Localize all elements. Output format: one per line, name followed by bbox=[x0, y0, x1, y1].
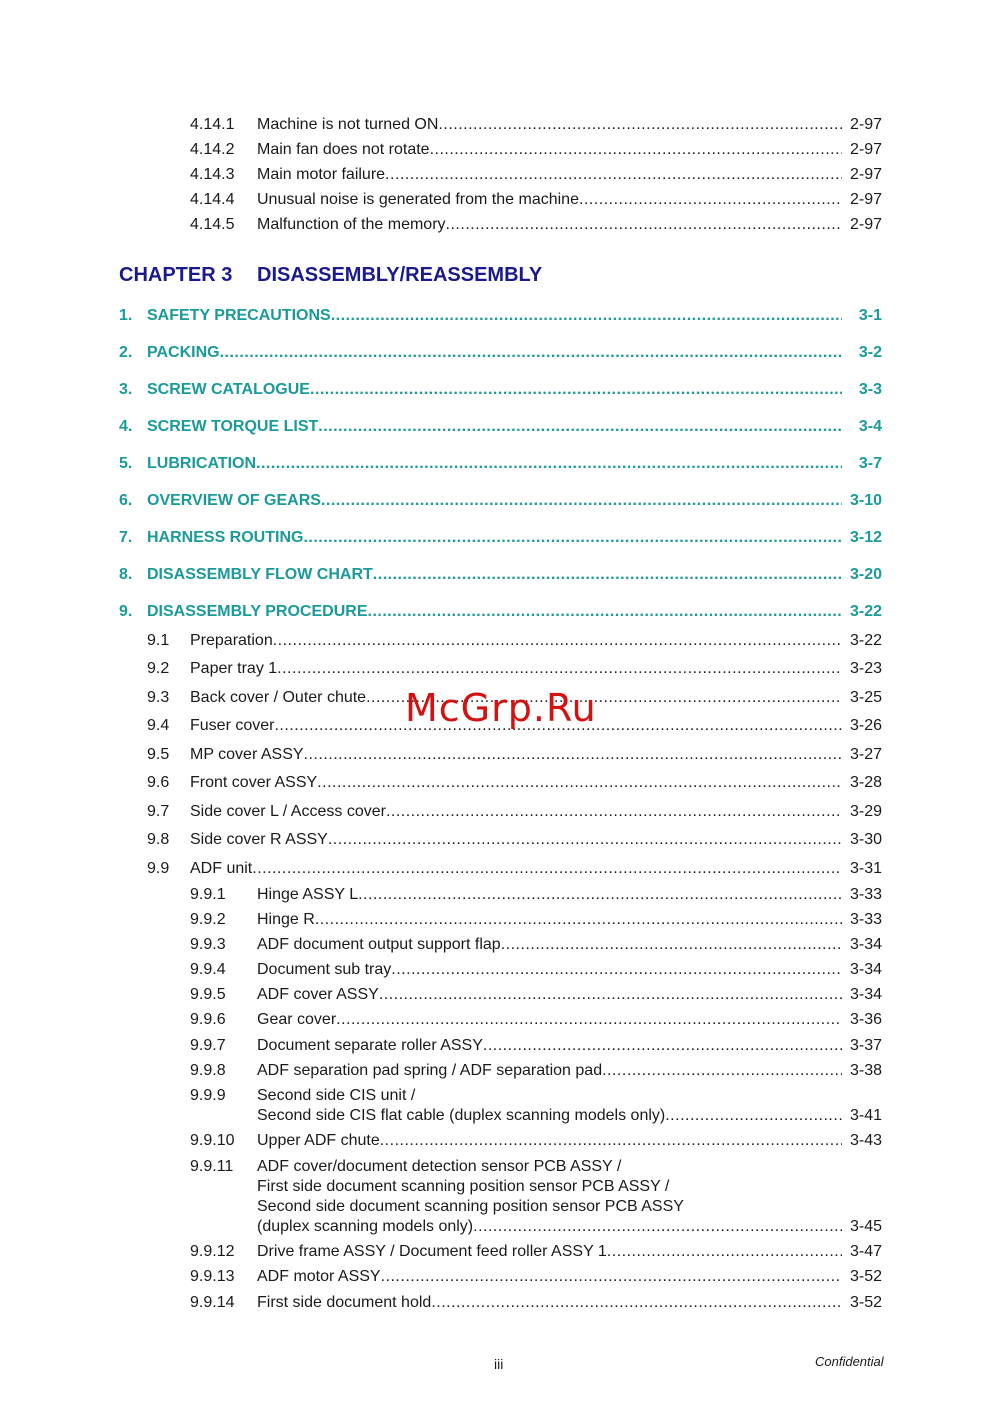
dot-leader bbox=[379, 986, 842, 1004]
section-title: SCREW CATALOGUE bbox=[147, 381, 310, 398]
section-number: 5. bbox=[119, 455, 133, 472]
entry-number: 9.3 bbox=[147, 689, 170, 706]
page-number: iii bbox=[494, 1356, 504, 1372]
entry-page: 3-45 bbox=[849, 1218, 882, 1235]
chapter-title: DISASSEMBLY/REASSEMBLY bbox=[257, 264, 543, 286]
section-number: 8. bbox=[119, 566, 133, 583]
entry-page: 3-30 bbox=[849, 831, 882, 848]
entry-page: 3-22 bbox=[849, 632, 882, 649]
entry-page: 3-38 bbox=[849, 1062, 882, 1079]
toc-entry[interactable] bbox=[190, 1037, 882, 1055]
entry-number: 9.8 bbox=[147, 831, 170, 848]
entry-title: Paper tray 1 bbox=[190, 660, 278, 677]
toc-entry[interactable] bbox=[190, 191, 882, 209]
entry-title: Side cover L / Access cover bbox=[190, 803, 386, 820]
dot-leader bbox=[310, 381, 842, 399]
entry-page: 2-97 bbox=[849, 191, 882, 208]
dot-leader bbox=[473, 1218, 842, 1236]
section-title: DISASSEMBLY PROCEDURE bbox=[147, 603, 368, 620]
section-page: 3-7 bbox=[858, 455, 882, 472]
entry-page: 2-97 bbox=[849, 166, 882, 183]
entry-number: 9.9.10 bbox=[190, 1132, 235, 1149]
toc-entry-multiline[interactable] bbox=[190, 1158, 882, 1242]
entry-title: Document separate roller ASSY bbox=[257, 1037, 483, 1054]
entry-title-line: First side document scanning position sensor PCB ASSY / bbox=[257, 1178, 670, 1195]
section-page: 3-12 bbox=[849, 529, 882, 546]
toc-entry[interactable] bbox=[190, 936, 882, 954]
entry-title: Unusual noise is generated from the machine bbox=[257, 191, 579, 208]
toc-section[interactable] bbox=[119, 566, 882, 584]
entry-page: 3-26 bbox=[849, 717, 882, 734]
entry-page: 2-97 bbox=[849, 216, 882, 233]
entry-title: Back cover / Outer chute bbox=[190, 689, 367, 706]
section-page: 3-1 bbox=[858, 307, 882, 324]
toc-entry[interactable] bbox=[147, 774, 882, 792]
entry-number: 9.9.5 bbox=[190, 986, 226, 1003]
entry-title: Gear cover bbox=[257, 1011, 337, 1028]
toc-section[interactable] bbox=[119, 603, 882, 621]
dot-leader bbox=[317, 774, 842, 792]
entry-title: ADF document output support flap bbox=[257, 936, 501, 953]
entry-title: Main fan does not rotate bbox=[257, 141, 430, 158]
chapter-label: CHAPTER 3 bbox=[119, 264, 233, 286]
section-page: 3-10 bbox=[849, 492, 882, 509]
dot-leader bbox=[483, 1037, 842, 1055]
section-title: DISASSEMBLY FLOW CHART bbox=[147, 566, 373, 583]
section-number: 1. bbox=[119, 307, 133, 324]
entry-page: 2-97 bbox=[849, 116, 882, 133]
entry-page: 3-41 bbox=[849, 1107, 882, 1124]
entry-title: Hinge ASSY L bbox=[257, 886, 359, 903]
entry-page: 3-29 bbox=[849, 803, 882, 820]
entry-page: 2-97 bbox=[849, 141, 882, 158]
dot-leader bbox=[665, 1107, 842, 1125]
entry-title: ADF unit bbox=[190, 860, 253, 877]
entry-title-line: ADF cover/document detection sensor PCB ASSY / bbox=[257, 1158, 622, 1175]
entry-number: 9.9.14 bbox=[190, 1294, 235, 1311]
entry-page: 3-52 bbox=[849, 1268, 882, 1285]
dot-leader bbox=[331, 307, 842, 325]
dot-leader bbox=[373, 566, 842, 584]
section-number: 2. bbox=[119, 344, 133, 361]
entry-title: Upper ADF chute bbox=[257, 1132, 380, 1149]
entry-title-line: (duplex scanning models only) bbox=[257, 1218, 474, 1235]
dot-leader bbox=[315, 911, 842, 929]
dot-leader bbox=[318, 418, 842, 436]
toc-entry[interactable] bbox=[190, 1011, 882, 1029]
section-page: 3-22 bbox=[849, 603, 882, 620]
dot-leader bbox=[252, 860, 842, 878]
dot-leader bbox=[607, 1243, 842, 1261]
entry-number: 9.2 bbox=[147, 660, 170, 677]
section-title: OVERVIEW OF GEARS bbox=[147, 492, 321, 509]
section-page: 3-20 bbox=[849, 566, 882, 583]
entry-title: Hinge R bbox=[257, 911, 315, 928]
section-number: 4. bbox=[119, 418, 133, 435]
section-title: PACKING bbox=[147, 344, 220, 361]
entry-page: 3-33 bbox=[849, 886, 882, 903]
dot-leader bbox=[430, 141, 842, 159]
entry-title: Drive frame ASSY / Document feed roller ASSY 1 bbox=[257, 1243, 607, 1260]
toc-entry[interactable] bbox=[190, 911, 882, 929]
entry-number: 9.9.12 bbox=[190, 1243, 235, 1260]
entry-number: 9.5 bbox=[147, 746, 170, 763]
dot-leader bbox=[321, 492, 842, 510]
toc-entry[interactable] bbox=[190, 141, 882, 159]
entry-page: 3-34 bbox=[849, 961, 882, 978]
watermark: McGrp.Ru bbox=[405, 686, 597, 730]
section-number: 3. bbox=[119, 381, 133, 398]
toc-section[interactable] bbox=[119, 418, 882, 436]
entry-number: 9.1 bbox=[147, 632, 170, 649]
entry-number: 9.9 bbox=[147, 860, 170, 877]
dot-leader bbox=[277, 660, 842, 678]
toc-entry[interactable] bbox=[147, 803, 882, 821]
dot-leader bbox=[328, 831, 842, 849]
toc-entry[interactable] bbox=[147, 860, 882, 878]
entry-number: 9.9.13 bbox=[190, 1268, 235, 1285]
toc-section[interactable] bbox=[119, 492, 882, 510]
entry-page: 3-31 bbox=[849, 860, 882, 877]
section-page: 3-3 bbox=[858, 381, 882, 398]
dot-leader bbox=[304, 746, 842, 764]
section-title: HARNESS ROUTING bbox=[147, 529, 304, 546]
section-number: 7. bbox=[119, 529, 133, 546]
dot-leader bbox=[336, 1011, 842, 1029]
toc-entry[interactable] bbox=[147, 660, 882, 678]
entry-number: 9.9.7 bbox=[190, 1037, 226, 1054]
entry-title: Malfunction of the memory bbox=[257, 216, 446, 233]
dot-leader bbox=[358, 886, 842, 904]
toc-entry[interactable] bbox=[147, 632, 882, 650]
toc-entry[interactable] bbox=[147, 746, 882, 764]
toc-entry[interactable] bbox=[190, 1062, 882, 1080]
dot-leader bbox=[380, 1132, 842, 1150]
section-page: 3-2 bbox=[858, 344, 882, 361]
entry-page: 3-25 bbox=[849, 689, 882, 706]
toc-entry[interactable] bbox=[190, 1132, 882, 1150]
section-title: SCREW TORQUE LIST bbox=[147, 418, 319, 435]
toc-section[interactable] bbox=[119, 381, 882, 399]
dot-leader bbox=[602, 1062, 842, 1080]
entry-title: MP cover ASSY bbox=[190, 746, 304, 763]
dot-leader bbox=[391, 961, 842, 979]
toc-entry[interactable] bbox=[190, 886, 882, 904]
entry-title-line: Second side CIS unit / bbox=[257, 1087, 416, 1104]
toc-entry[interactable] bbox=[190, 961, 882, 979]
entry-number: 4.14.2 bbox=[190, 141, 235, 158]
entry-title: ADF cover ASSY bbox=[257, 986, 379, 1003]
confidential-label: Confidential bbox=[815, 1354, 884, 1369]
entry-title: Fuser cover bbox=[190, 717, 275, 734]
entry-title-line: Second side CIS flat cable (duplex scanning models only) bbox=[257, 1107, 666, 1124]
entry-page: 3-28 bbox=[849, 774, 882, 791]
dot-leader bbox=[386, 803, 842, 821]
dot-leader bbox=[501, 936, 842, 954]
dot-leader bbox=[438, 116, 842, 134]
toc-entry[interactable] bbox=[190, 166, 882, 184]
entry-number: 9.9.4 bbox=[190, 961, 226, 978]
entry-title: Front cover ASSY bbox=[190, 774, 318, 791]
dot-leader bbox=[256, 455, 842, 473]
entry-title: ADF separation pad spring / ADF separation pad bbox=[257, 1062, 603, 1079]
entry-number: 9.9.6 bbox=[190, 1011, 226, 1028]
entry-page: 3-33 bbox=[849, 911, 882, 928]
dot-leader bbox=[385, 166, 842, 184]
entry-title: First side document hold bbox=[257, 1294, 432, 1311]
entry-number: 4.14.5 bbox=[190, 216, 235, 233]
entry-number: 9.9.1 bbox=[190, 886, 226, 903]
toc-entry-multiline[interactable] bbox=[190, 1087, 882, 1131]
entry-page: 3-27 bbox=[849, 746, 882, 763]
dot-leader bbox=[220, 344, 842, 362]
entry-title: Document sub tray bbox=[257, 961, 392, 978]
entry-number: 9.9.11 bbox=[190, 1158, 234, 1175]
toc-entry[interactable] bbox=[190, 1294, 882, 1312]
toc-entry[interactable] bbox=[190, 116, 882, 134]
entry-number: 9.9.3 bbox=[190, 936, 226, 953]
dot-leader bbox=[368, 603, 843, 621]
entry-last-line bbox=[257, 1107, 882, 1125]
entry-title: Main motor failure bbox=[257, 166, 386, 183]
entry-number: 9.4 bbox=[147, 717, 170, 734]
toc-entry[interactable] bbox=[190, 1268, 882, 1286]
entry-page: 3-47 bbox=[849, 1243, 882, 1260]
dot-leader bbox=[273, 632, 842, 650]
toc-entry[interactable] bbox=[147, 831, 882, 849]
entry-title: Preparation bbox=[190, 632, 273, 649]
entry-number: 9.9.8 bbox=[190, 1062, 226, 1079]
entry-page: 3-36 bbox=[849, 1011, 882, 1028]
chapter-heading bbox=[119, 264, 542, 287]
entry-last-line bbox=[257, 1218, 882, 1236]
section-title: LUBRICATION bbox=[147, 455, 257, 472]
dot-leader bbox=[431, 1294, 842, 1312]
entry-number: 4.14.3 bbox=[190, 166, 235, 183]
dot-leader bbox=[303, 529, 842, 547]
entry-page: 3-23 bbox=[849, 660, 882, 677]
entry-page: 3-43 bbox=[849, 1132, 882, 1149]
section-number: 9. bbox=[119, 603, 133, 620]
entry-page: 3-34 bbox=[849, 986, 882, 1003]
entry-title-line: Second side document scanning position sensor PCB ASSY bbox=[257, 1198, 684, 1215]
entry-page: 3-52 bbox=[849, 1294, 882, 1311]
entry-page: 3-34 bbox=[849, 936, 882, 953]
dot-leader bbox=[381, 1268, 842, 1286]
entry-number: 9.6 bbox=[147, 774, 170, 791]
section-number: 6. bbox=[119, 492, 133, 509]
toc-entry[interactable] bbox=[190, 1243, 882, 1261]
entry-number: 9.9.9 bbox=[190, 1087, 226, 1104]
dot-leader bbox=[446, 216, 842, 234]
entry-page: 3-37 bbox=[849, 1037, 882, 1054]
entry-number: 9.9.2 bbox=[190, 911, 226, 928]
entry-title: Machine is not turned ON bbox=[257, 116, 439, 133]
toc-section[interactable] bbox=[119, 455, 882, 473]
toc-section[interactable] bbox=[119, 344, 882, 362]
toc-section[interactable] bbox=[119, 529, 882, 547]
entry-number: 4.14.4 bbox=[190, 191, 235, 208]
entry-number: 9.7 bbox=[147, 803, 170, 820]
toc-entry[interactable] bbox=[190, 986, 882, 1004]
entry-title: Side cover R ASSY bbox=[190, 831, 328, 848]
toc-section[interactable] bbox=[119, 307, 882, 325]
section-title: SAFETY PRECAUTIONS bbox=[147, 307, 331, 324]
dot-leader bbox=[579, 191, 842, 209]
section-page: 3-4 bbox=[858, 418, 882, 435]
toc-entry[interactable] bbox=[190, 216, 882, 234]
entry-number: 4.14.1 bbox=[190, 116, 235, 133]
entry-title: ADF motor ASSY bbox=[257, 1268, 381, 1285]
